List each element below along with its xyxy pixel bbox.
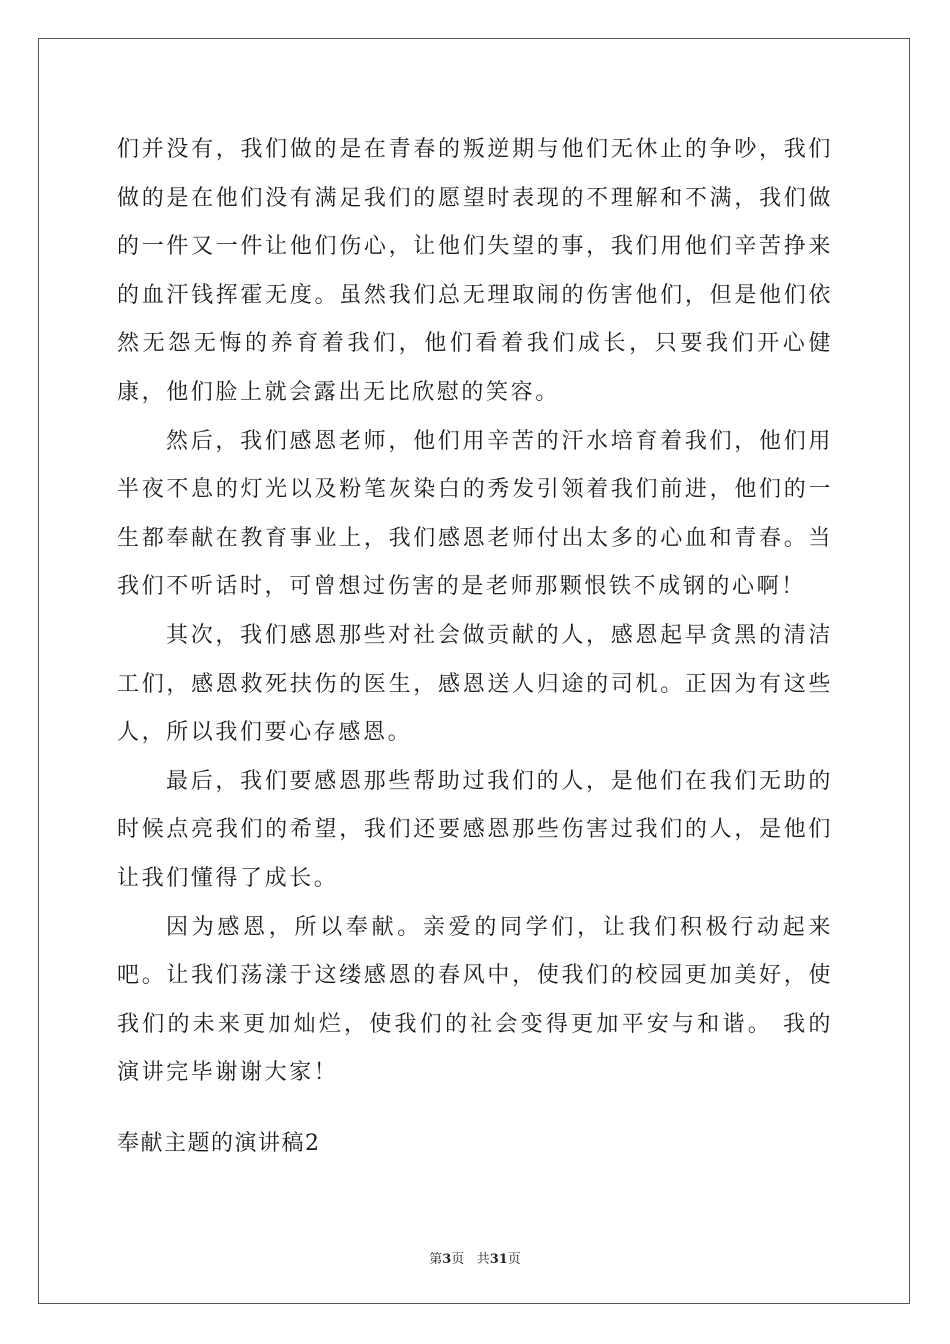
total-prefix: 共 — [476, 1252, 490, 1267]
document-body — [117, 126, 833, 1098]
paragraph-2: 然后，我们感恩老师，他们用辛苦的汗水培育着我们，他们用半夜不息的灯光以及粉笔灰染白的秀发引领着我们前进，他们的一生都奉献在教育事业上，我们感恩老师付出太多的心血和青春。当我们不听话时，可曾想过伤害的是老师那颗恨铁不成钢的心啊！ — [117, 428, 833, 600]
paragraph-1: 们并没有，我们做的是在青春的叛逆期与他们无休止的争吵，我们做的是在他们没有满足我们的愿望时表现的不理解和不满，我们做的一件又一件让他们伤心，让他们失望的事，我们用他们辛苦挣来的血汗钱挥霍无度。虽然我们总无理取闹的伤害他们，但是他们依然无怨无悔的养育着我们，他们看着我们成长，只要我们开心健康，他们脸上就会露出无比欣慰的笑容。 — [117, 137, 833, 405]
paragraph-4: 最后，我们要感恩那些帮助过我们的人，是他们在我们无助的时候点亮我们的希望，我们还要感恩那些伤害过我们的人，是他们让我们懂得了成长。 — [117, 768, 833, 891]
paragraph-3: 其次，我们感恩那些对社会做贡献的人，感恩起早贪黑的清洁工们，感恩救死扶伤的医生，感恩送人归途的司机。正因为有这些人，所以我们要心存感恩。 — [117, 622, 833, 746]
current-page-number: 3 — [442, 1252, 452, 1267]
page-footer — [0, 1248, 950, 1267]
next-section-heading: 奉献主题的演讲稿2 — [117, 1131, 321, 1156]
total-page-count: 31 — [489, 1252, 508, 1267]
page-prefix: 第 — [429, 1252, 443, 1267]
total-suffix: 页 — [507, 1252, 521, 1267]
page-suffix: 页 — [451, 1252, 465, 1267]
paragraph-5: 因为感恩，所以奉献。亲爱的同学们，让我们积极行动起来吧。让我们荡漾于这缕感恩的春风中，使我们的校园更加美好，使我们的未来更加灿烂，使我们的社会变得更加平安与和谐。 我的演讲完毕谢谢大家！ — [117, 914, 833, 1086]
